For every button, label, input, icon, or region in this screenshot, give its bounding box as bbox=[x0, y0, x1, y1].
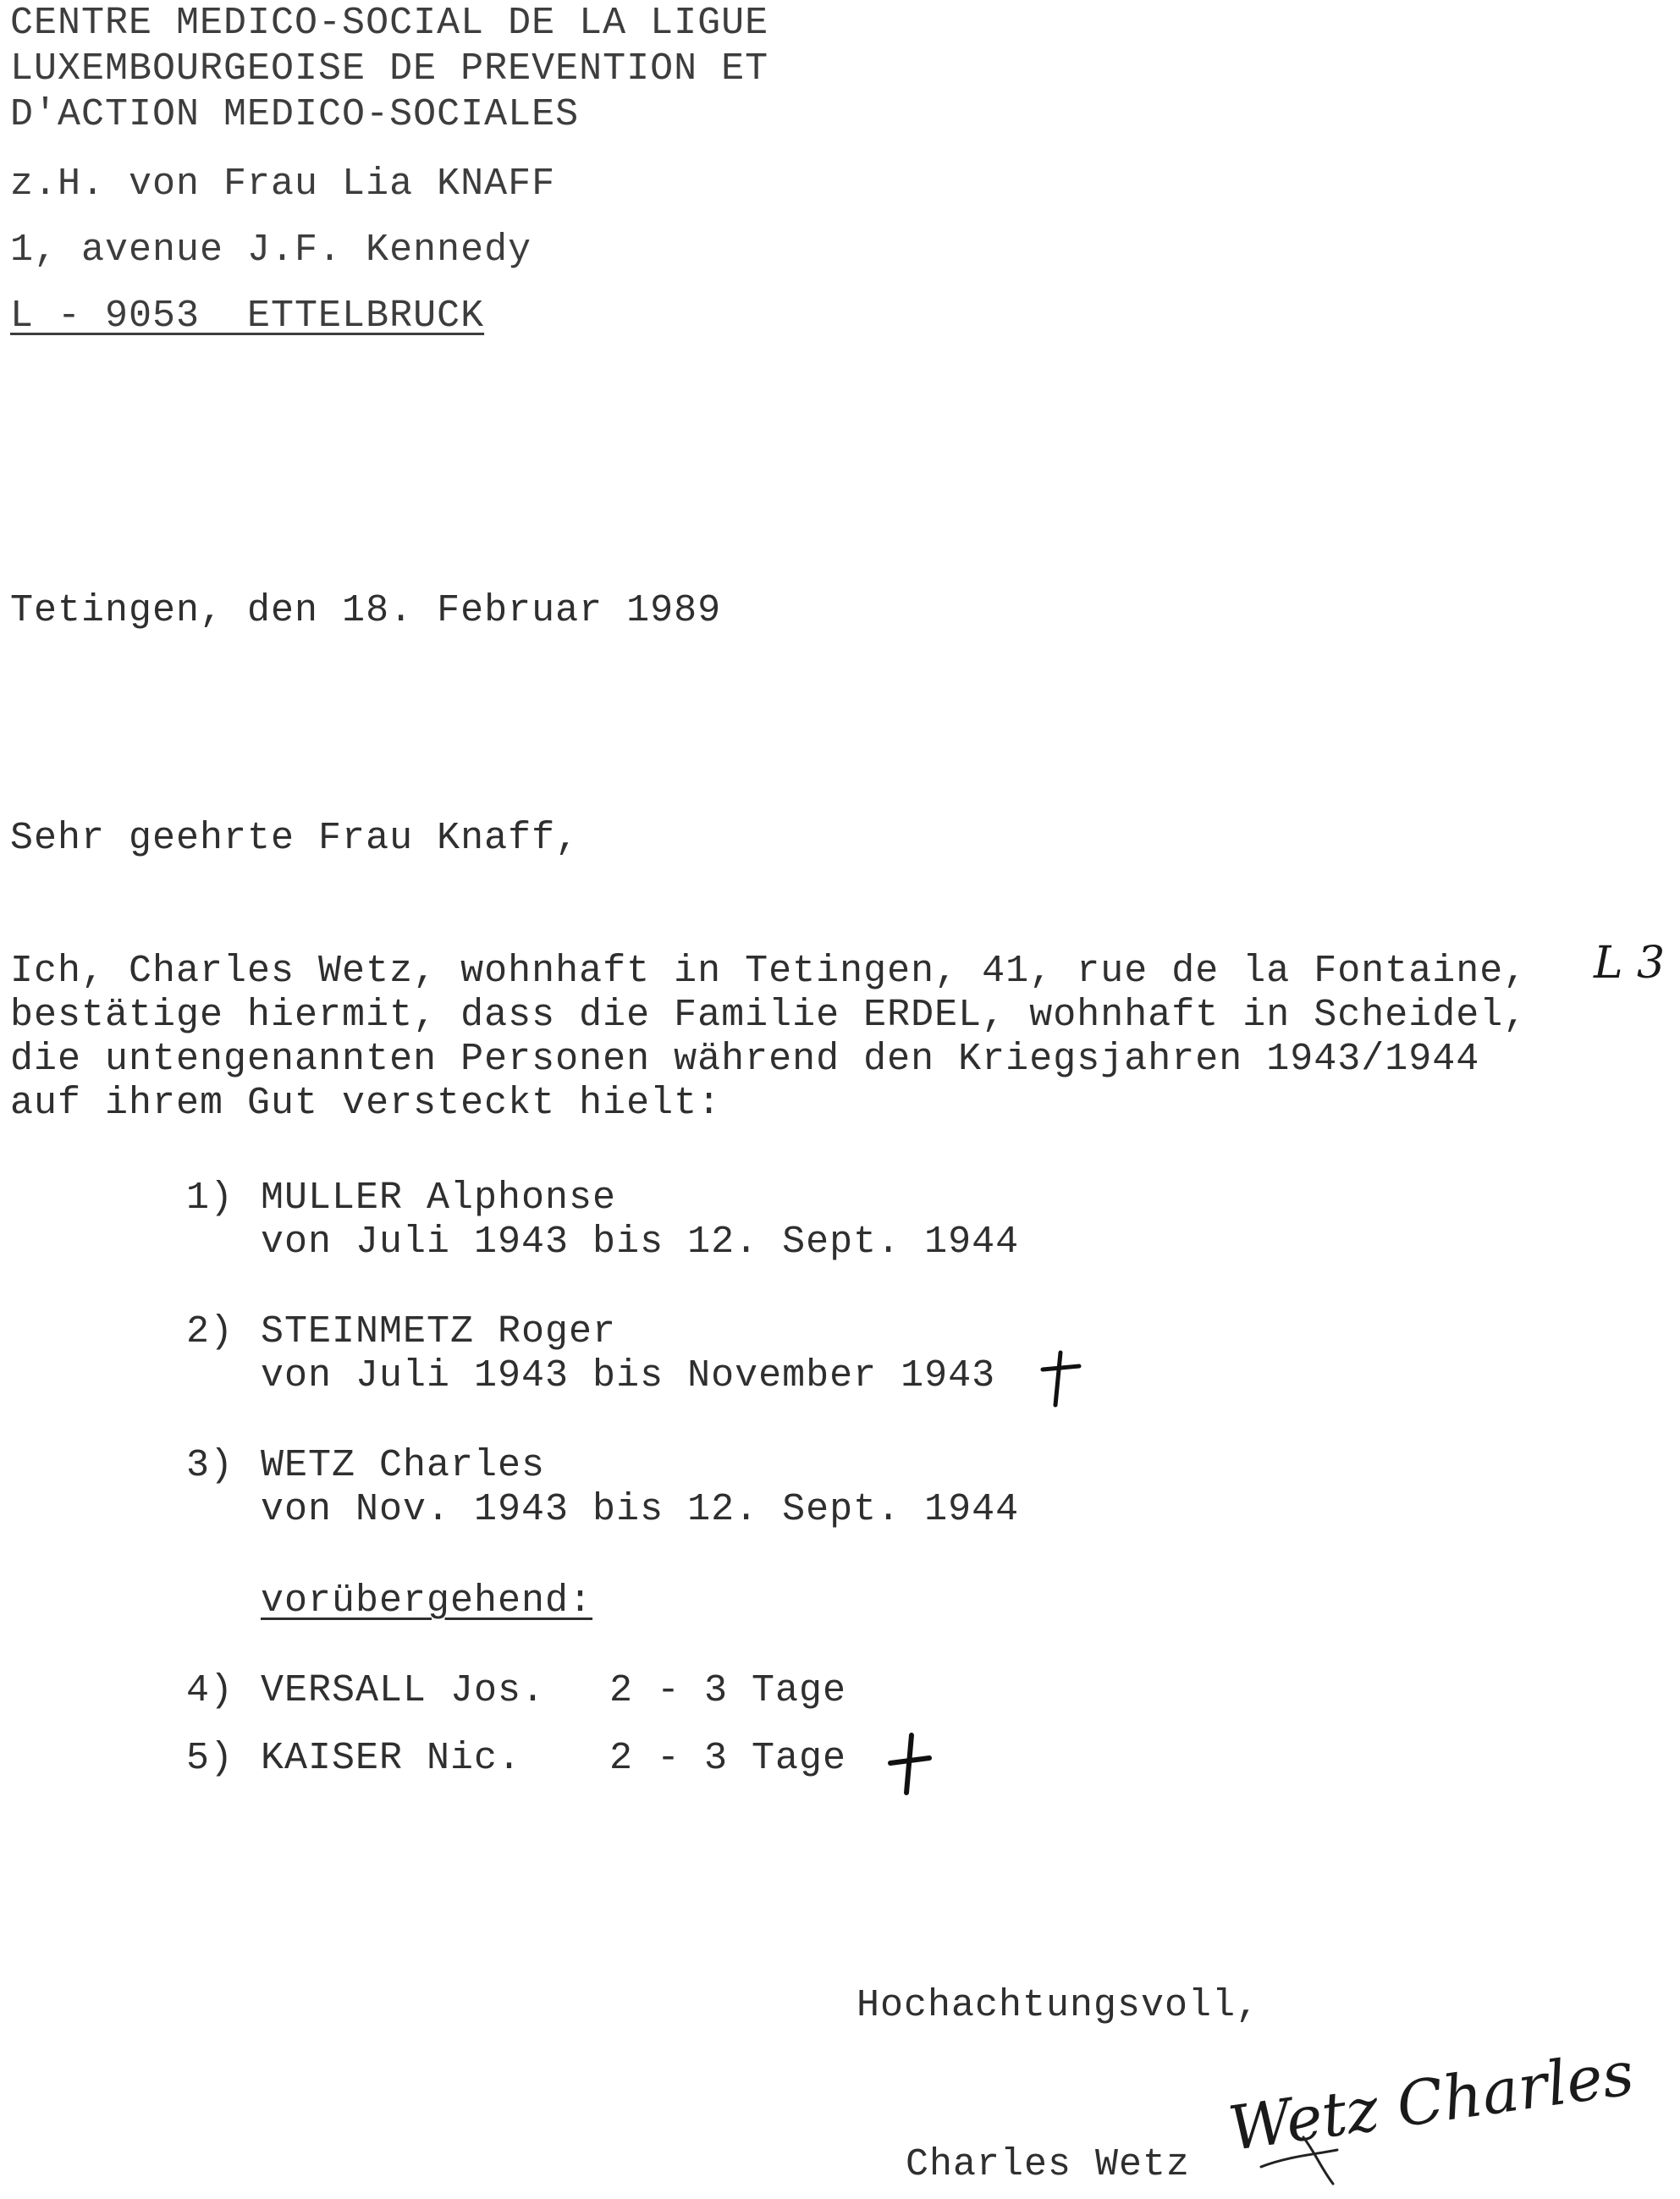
person-3-number: 3) bbox=[186, 1444, 234, 1487]
person-3-name: WETZ Charles bbox=[261, 1444, 546, 1487]
person-4-duration: 2 - 3 Tage bbox=[609, 1669, 847, 1712]
cross-icon bbox=[890, 1735, 929, 1793]
cross-icon bbox=[1043, 1353, 1079, 1405]
person-1-period: von Juli 1943 bis 12. Sept. 1944 bbox=[261, 1221, 1020, 1264]
person-4-number: 4) bbox=[186, 1669, 234, 1712]
recipient-org-line-1: CENTRE MEDICO-SOCIAL DE LA LIGUE bbox=[10, 2, 769, 45]
handwritten-note: L 3 bbox=[1594, 938, 1666, 989]
person-2-name: STEINMETZ Roger bbox=[261, 1310, 617, 1353]
body-line-1: Ich, Charles Wetz, wohnhaft in Tetingen, 41, rue de la Fontaine, bbox=[10, 950, 1528, 993]
person-3-period: von Nov. 1943 bis 12. Sept. 1944 bbox=[261, 1488, 1020, 1531]
person-5-duration: 2 - 3 Tage bbox=[609, 1737, 847, 1780]
person-4-name: VERSALL Jos. bbox=[261, 1669, 546, 1712]
signature-flourish bbox=[1261, 2137, 1337, 2184]
body-line-4: auf ihrem Gut versteckt hielt: bbox=[10, 1082, 722, 1125]
temporary-heading: vorübergehend: bbox=[261, 1579, 593, 1623]
person-5-number: 5) bbox=[186, 1737, 234, 1780]
recipient-org-line-3: D'ACTION MEDICO-SOCIALES bbox=[10, 93, 580, 136]
signatory-name: Charles Wetz bbox=[906, 2143, 1191, 2186]
person-2-period: von Juli 1943 bis November 1943 bbox=[261, 1354, 996, 1397]
person-1-name: MULLER Alphonse bbox=[261, 1177, 617, 1220]
salutation: Sehr geehrte Frau Knaff, bbox=[10, 817, 580, 860]
person-1-number: 1) bbox=[186, 1177, 234, 1220]
body-line-3: die untengenannten Personen während den Kriegsjahren 1943/1944 bbox=[10, 1038, 1480, 1081]
handwritten-signature: Wetz Charles bbox=[1224, 2036, 1639, 2165]
closing: Hochachtungsvoll, bbox=[857, 1984, 1260, 2027]
recipient-attention: z.H. von Frau Lia KNAFF bbox=[10, 163, 556, 206]
recipient-street: 1, avenue J.F. Kennedy bbox=[10, 229, 532, 272]
body-line-2: bestätige hiermit, dass die Familie ERDEL, wohnhaft in Scheidel, bbox=[10, 994, 1528, 1037]
person-2-number: 2) bbox=[186, 1310, 234, 1353]
date-line: Tetingen, den 18. Februar 1989 bbox=[10, 589, 722, 632]
recipient-org-line-2: LUXEMBOURGEOISE DE PREVENTION ET bbox=[10, 47, 769, 91]
person-5-name: KAISER Nic. bbox=[261, 1737, 522, 1780]
recipient-city: L - 9053 ETTELBRUCK bbox=[10, 295, 485, 338]
